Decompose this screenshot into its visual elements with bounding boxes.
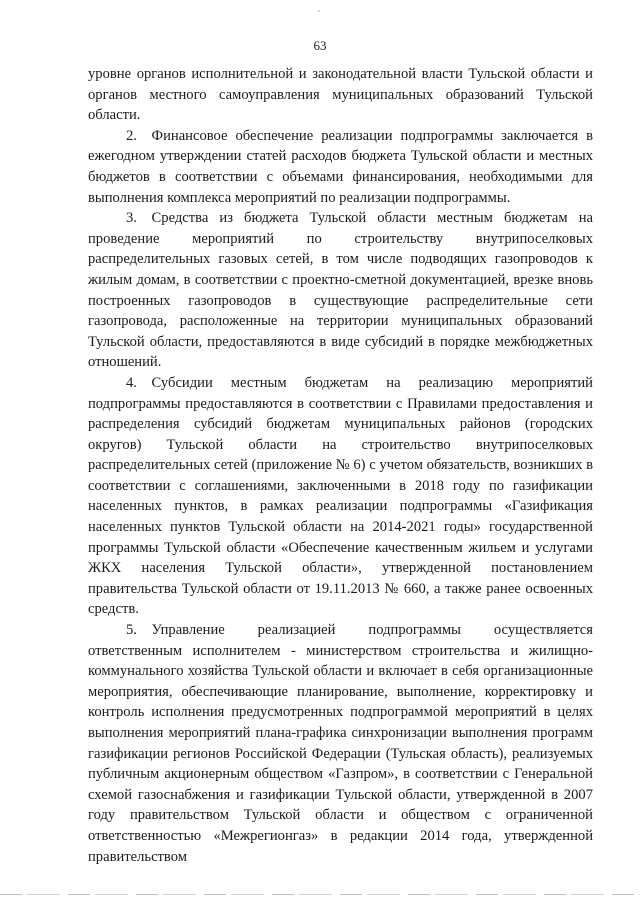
paragraph-2-financing: 2. Финансовое обеспечение реализации подпрограммы заключается в ежегодном утверждении статей расходов бюджета Тульской области и местных бюджетов в соответствии с объемами финансирования, необходимыми для выполнения комплекса мероприятий по реализации подпрограммы. — [88, 127, 593, 206]
page-number: 63 — [313, 38, 327, 53]
paragraph-continuation: уровне органов исполнительной и законодательной власти Тульской области и органов местного самоуправления муниципальных образований Тульской области. — [88, 66, 593, 124]
scan-speck — [318, 10, 320, 12]
paragraph-4-subsidies: 4. Субсидии местным бюджетам на реализацию мероприятий подпрограммы предоставляются в соответствии с Правилами предоставления и распределения субсидий бюджетам муниципальных районов (городских округов) Тульской области на строительство внутрипоселковых распределительных сетей (приложение № 6) с учетом обязательств, возникших в соответствии с соглашениями, заключенными в 2018 году по газификации населенных пунктов, в рамках реализации подпрограммы «Газификация населенных пунктов Тульской области на 2014-2021 годы» государственной программы Тульской области «Обеспечение качественным жильем и услугами ЖКХ населения Тульской области», утвержденной постановлением правительства Тульской области от 19.11.2013 № 660, а также ранее освоенных средств. — [88, 374, 593, 618]
paragraph-5-management: 5. Управление реализацией подпрограммы осуществляется ответственным исполнителем - министерством строительства и жилищно-коммунального хозяйства Тульской области и включает в себя организационные мероприятия, обеспечивающие планирование, выполнение, корректировку и контроль исполнения предусмотренных подпрограммой мероприятий в целях выполнения мероприятий плана-графика синхронизации выполнения программ газификации регионов Российской Федерации (Тульская область), реализуемых публичным акционерным обществом «Газпром», в соответствии с Генеральной схемой газоснабжения и газификации Тульской области, утвержденной в 2007 году правительством Тульской области и обществом с ограниченной ответственностью «Межрегионгаз» в редакции 2014 года, утвержденной правительством — [88, 622, 593, 865]
paragraph-3-funds: 3. Средства из бюджета Тульской области местным бюджетам на проведение мероприятий по строительству внутрипоселковых распределительных газовых сетей, в том числе подводящих газопроводов к жилым домам, в соответствии с проектно-сметной документацией, врезке вновь построенных газопроводов в существующие распределительные сети газопровода, расположенные на территории муниципальных образований Тульской области, предоставляются в виде субсидий в порядке межбюджетных отношений. — [88, 210, 593, 371]
document-body — [88, 64, 593, 867]
scan-edge-line — [0, 894, 640, 895]
